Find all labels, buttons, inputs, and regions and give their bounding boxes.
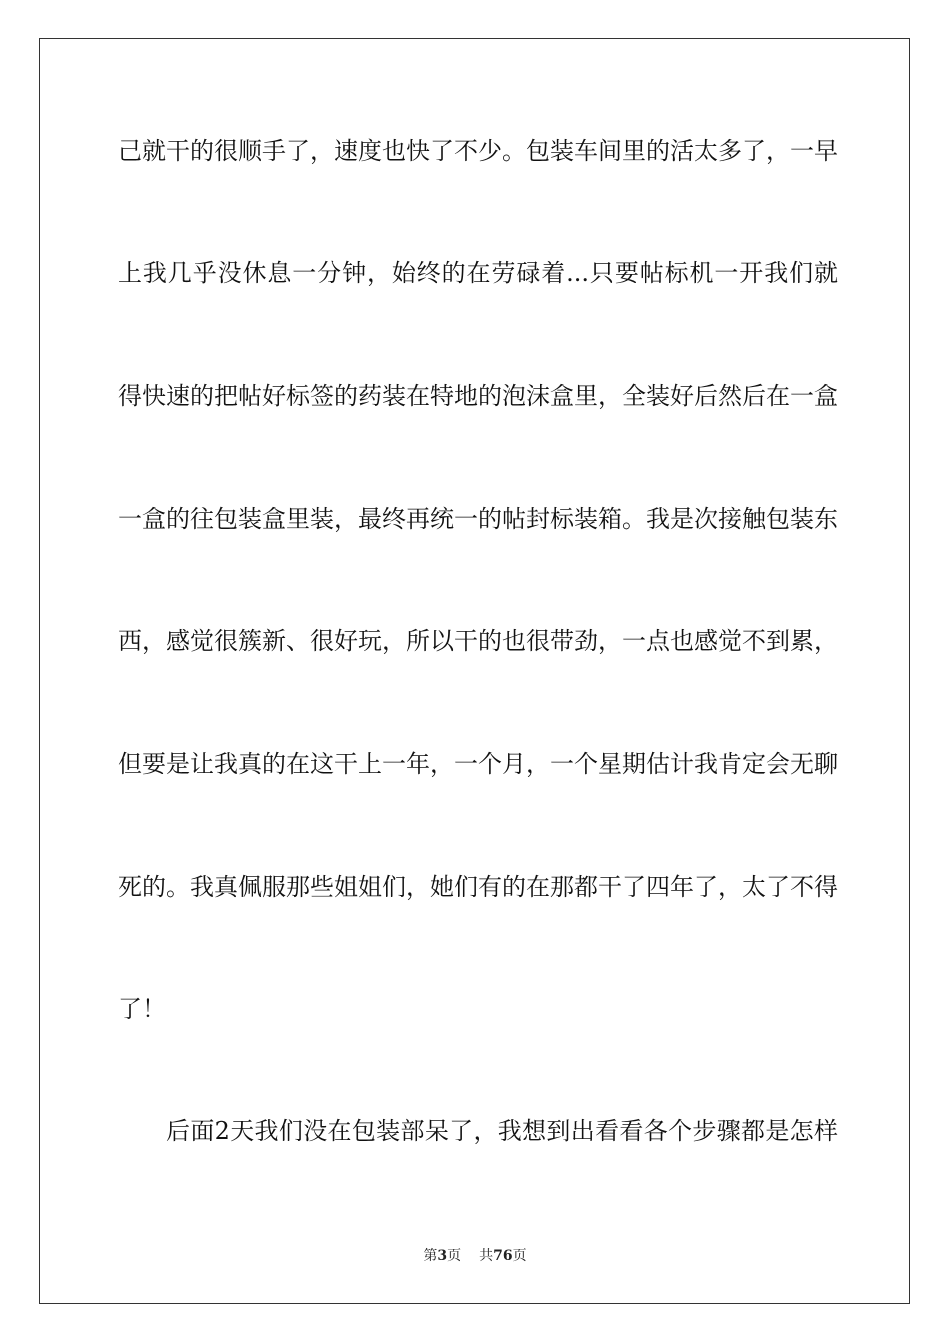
total-prefix: 共 — [479, 1248, 494, 1264]
total-suffix: 页 — [512, 1248, 527, 1264]
page-border — [39, 38, 910, 1304]
text-line-2: 上我几乎没休息一分钟，始终的在劳碌着...只要帖标机一开我们就 — [118, 259, 838, 287]
page-number: 3 — [437, 1248, 448, 1264]
text-line-8: 了！ — [118, 995, 166, 1023]
page-suffix: 页 — [447, 1248, 462, 1264]
text-line-9: 后面2天我们没在包装部呆了，我想到出看看各个步骤都是怎样 — [166, 1117, 838, 1145]
text-line-1: 己就干的很顺手了，速度也快了不少。包装车间里的活太多了，一早 — [118, 137, 838, 165]
text-line-3: 得快速的把帖好标签的药装在特地的泡沫盒里，全装好后然后在一盒 — [118, 382, 838, 410]
total-pages: 76 — [493, 1248, 513, 1264]
page-prefix: 第 — [423, 1248, 438, 1264]
text-line-5: 西，感觉很簇新、很好玩，所以干的也很带劲，一点也感觉不到累， — [118, 627, 838, 655]
text-line-7: 死的。我真佩服那些姐姐们，她们有的在那都干了四年了，太了不得 — [118, 873, 838, 901]
page-footer — [0, 1247, 950, 1265]
text-line-4: 一盒的往包装盒里装，最终再统一的帖封标装箱。我是次接触包装东 — [118, 505, 838, 533]
text-line-6: 但要是让我真的在这干上一年，一个月，一个星期估计我肯定会无聊 — [118, 750, 838, 778]
